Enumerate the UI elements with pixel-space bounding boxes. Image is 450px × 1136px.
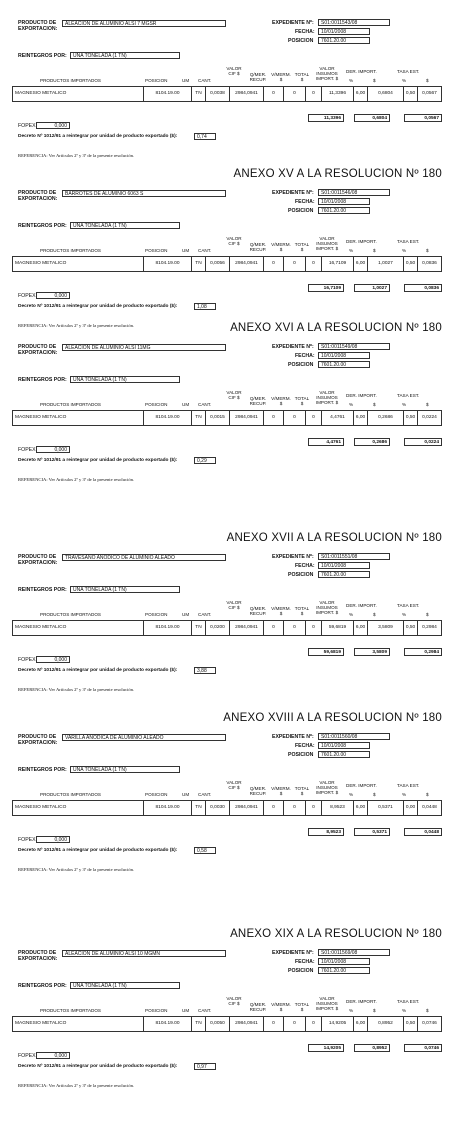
fecha-field: 10/01/2008 [318, 742, 370, 749]
header-valor-insumos: VALOR INSUMOS IMPORT. $ [315, 600, 339, 616]
fopex-label: FOPEX: [18, 293, 38, 299]
referencia-text: REFERENCIA: Ver Artículos 2º y 3º de la presente resolución. [18, 867, 135, 872]
header-posicion: POSICION [145, 402, 168, 407]
fopex-label: FOPEX: [18, 447, 38, 453]
total-der-import: 0,8952 [354, 1044, 390, 1052]
cell-cant: 0,0015 [205, 411, 229, 425]
cell-total: 0 [305, 621, 321, 635]
producto-label: PRODUCTO DE EXPORTACION: [18, 554, 58, 566]
total-insumos: 14,9205 [308, 1044, 344, 1052]
cell-valor-insumos: 8,9523 [321, 801, 353, 815]
cell-total: 0 [305, 87, 321, 101]
total-tasa-est: 0,0836 [404, 284, 442, 292]
header-posicion: POSICION [145, 1008, 168, 1013]
fecha-field: 10/01/2008 [318, 958, 370, 965]
cell-der-dollar: 0,5371 [367, 801, 403, 815]
producto-label: PRODUCTO DE EXPORTACION: [18, 734, 58, 746]
decreto-field: 1,08 [194, 303, 216, 310]
total-der-import: 0,6804 [354, 114, 390, 122]
cell-valor-insumos: 4,4761 [321, 411, 353, 425]
header-total: TOTAL $ [294, 1002, 310, 1013]
decreto-field: 0,74 [194, 133, 216, 140]
posicion-label: POSICION [288, 752, 314, 758]
header-productos: PRODUCTOS IMPORTADOS [40, 612, 102, 617]
decreto-field: 0,58 [194, 847, 216, 854]
header-um: UM [182, 78, 190, 83]
expediente-label: EXPEDIENTE Nº: [272, 20, 314, 26]
total-der-import: 3,5809 [354, 648, 390, 656]
header-valor-cif: VALOR CIF $ [226, 600, 242, 611]
header-der-pct: % [349, 1008, 354, 1013]
header-um: UM [182, 248, 190, 253]
posicion-field: 7601.20.00 [318, 751, 370, 758]
header-tasa-dollar: $ [426, 78, 429, 83]
cell-valor-insumos: 59,6819 [321, 621, 353, 635]
expediente-field: S01:0011549/08 [318, 343, 390, 350]
cell-posicion: 8104.19.00 [143, 1017, 191, 1031]
expediente-field: S01:0011560/08 [318, 733, 390, 740]
total-tasa-est: 0,0448 [404, 828, 442, 836]
cell-vmerm: 0 [283, 411, 305, 425]
cell-um: TN [191, 257, 205, 271]
header-der-dollar: $ [373, 248, 376, 253]
cell-total: 0 [305, 411, 321, 425]
header-cant: CANT. [198, 792, 212, 797]
cell-total: 0 [305, 1017, 321, 1031]
fopex-label: FOPEX: [18, 1053, 38, 1059]
cell-um: TN [191, 87, 205, 101]
total-insumos: 59,6819 [308, 648, 344, 656]
cell-der-pct: 6,00 [353, 87, 367, 101]
posicion-label: POSICION [288, 208, 314, 214]
decreto-label: Decreto Nº 1012/91 a reintegrar por unidad de producto exportado ($): [18, 848, 178, 853]
header-qmer: Q/MER. RECUP. [249, 786, 267, 797]
header-valor-insumos: VALOR INSUMOS IMPORT. $ [315, 390, 339, 406]
reintegros-label: REINTEGROS POR: [18, 377, 67, 383]
header-cant: CANT. [198, 248, 212, 253]
header-valor-cif: VALOR CIF $ [226, 996, 242, 1007]
reintegros-field: UNA TONELADA (1 TN) [70, 766, 180, 773]
cell-um: TN [191, 801, 205, 815]
table-row [12, 800, 442, 816]
header-tasa-dollar: $ [426, 792, 429, 797]
cell-cant: 0,0038 [205, 87, 229, 101]
expediente-field: S01:0011543/08 [318, 19, 390, 26]
cell-der-dollar: 0,2686 [367, 411, 403, 425]
cell-der-pct: 6,00 [353, 621, 367, 635]
cell-valor-insumos: 11,3396 [321, 87, 353, 101]
producto-field: ALEACION DE ALUMINIO ALSI 10 MGMN [62, 950, 226, 957]
total-tasa-est: 0,2984 [404, 648, 442, 656]
annex-title: ANEXO XIX A LA RESOLUCION Nº 180 [230, 928, 442, 940]
reintegros-field: UNA TONELADA (1 TN) [70, 982, 180, 989]
fecha-field: 10/01/2008 [318, 352, 370, 359]
table-row [12, 620, 442, 636]
header-tasa-dollar: $ [426, 402, 429, 407]
cell-producto: MAGNESIO METALICO [15, 261, 67, 266]
header-valor-insumos: VALOR INSUMOS IMPORT. $ [315, 996, 339, 1012]
cell-valor-cif: 2984,0941 [229, 801, 263, 815]
cell-tasa-pct: 0,50 [403, 257, 417, 271]
reintegros-field: UNA TONELADA (1 TN) [70, 52, 180, 59]
decreto-label: Decreto Nº 1012/91 a reintegrar por unidad de producto exportado ($): [18, 1064, 178, 1069]
cell-tasa-dollar: 0,0746 [417, 1017, 441, 1031]
header-der-import: DER. IMPORT. [346, 393, 377, 398]
cell-producto: MAGNESIO METALICO [15, 91, 67, 96]
cell-der-pct: 6,00 [353, 411, 367, 425]
header-der-import: DER. IMPORT. [346, 999, 377, 1004]
header-der-pct: % [349, 78, 354, 83]
header-total: TOTAL $ [294, 606, 310, 617]
fopex-label: FOPEX: [18, 657, 38, 663]
header-qmer: Q/MER. RECUP. [249, 606, 267, 617]
posicion-label: POSICION [288, 38, 314, 44]
cell-posicion: 8104.19.00 [143, 801, 191, 815]
cell-vmerm: 0 [283, 1017, 305, 1031]
cell-der-pct: 6,00 [353, 801, 367, 815]
cell-tasa-dollar: 0,0448 [417, 801, 441, 815]
referencia-text: REFERENCIA: Ver Artículos 2º y 3º de la presente resolución. [18, 323, 135, 328]
header-cant: CANT. [198, 78, 212, 83]
fopex-label: FOPEX: [18, 837, 38, 843]
header-valor-insumos: VALOR INSUMOS IMPORT. $ [315, 66, 339, 82]
cell-posicion: 8104.19.00 [143, 257, 191, 271]
cell-tasa-pct: 0,00 [403, 801, 417, 815]
cell-producto: MAGNESIO METALICO [15, 625, 67, 630]
producto-label: PRODUCTO DE EXPORTACION: [18, 190, 58, 202]
header-tasa-dollar: $ [426, 612, 429, 617]
header-tasa-est: TASA EST. [397, 69, 420, 74]
cell-posicion: 8104.19.00 [143, 621, 191, 635]
cell-cant: 0,0056 [205, 257, 229, 271]
cell-cant: 0,0050 [205, 1017, 229, 1031]
header-tasa-est: TASA EST. [397, 239, 420, 244]
header-tasa-pct: % [402, 1008, 407, 1013]
decreto-field: 0,97 [194, 1063, 216, 1070]
cell-valor-insumos: 14,9205 [321, 1017, 353, 1031]
fopex-field: 0,000 [36, 1052, 70, 1059]
header-valor-cif: VALOR CIF $ [226, 236, 242, 247]
cell-valor-cif: 2984,0941 [229, 1017, 263, 1031]
referencia-text: REFERENCIA: Ver Artículos 2º y 3º de la presente resolución. [18, 687, 135, 692]
reintegros-label: REINTEGROS POR: [18, 53, 67, 59]
header-productos: PRODUCTOS IMPORTADOS [40, 1008, 102, 1013]
referencia-text: REFERENCIA: Ver Artículos 2º y 3º de la presente resolución. [18, 477, 135, 482]
cell-vmerm: 0 [283, 87, 305, 101]
fopex-field: 0,000 [36, 292, 70, 299]
header-valor-cif: VALOR CIF $ [226, 780, 242, 791]
fopex-field: 0,000 [36, 122, 70, 129]
header-tasa-est: TASA EST. [397, 603, 420, 608]
header-um: UM [182, 1008, 190, 1013]
header-vmerm: V/MERM. $ [271, 786, 291, 797]
header-productos: PRODUCTOS IMPORTADOS [40, 792, 102, 797]
fecha-field: 10/01/2008 [318, 28, 370, 35]
header-valor-insumos: VALOR INSUMOS IMPORT. $ [315, 780, 339, 796]
cell-vmerm: 0 [283, 257, 305, 271]
header-der-import: DER. IMPORT. [346, 239, 377, 244]
reintegros-field: UNA TONELADA (1 TN) [70, 586, 180, 593]
cell-der-dollar: 3,5809 [367, 621, 403, 635]
header-der-import: DER. IMPORT. [346, 69, 377, 74]
referencia-text: REFERENCIA: Ver Artículos 2º y 3º de la presente resolución. [18, 1083, 135, 1088]
total-der-import: 0,2686 [354, 438, 390, 446]
total-insumos: 11,3396 [308, 114, 344, 122]
total-insumos: 16,7109 [308, 284, 344, 292]
posicion-field: 7601.20.00 [318, 967, 370, 974]
header-der-import: DER. IMPORT. [346, 603, 377, 608]
fopex-field: 0,000 [36, 446, 70, 453]
table-row [12, 1016, 442, 1032]
header-qmer: Q/MER. RECUP. [249, 396, 267, 407]
header-cant: CANT. [198, 612, 212, 617]
cell-tasa-dollar: 0,0836 [417, 257, 441, 271]
header-tasa-est: TASA EST. [397, 999, 420, 1004]
header-cant: CANT. [198, 1008, 212, 1013]
header-vmerm: V/MERM. $ [271, 1002, 291, 1013]
producto-label: PRODUCTO DE EXPORTACION: [18, 344, 58, 356]
decreto-label: Decreto Nº 1012/91 a reintegrar por unidad de producto exportado ($): [18, 134, 178, 139]
cell-der-dollar: 0,6804 [367, 87, 403, 101]
header-tasa-pct: % [402, 612, 407, 617]
cell-tasa-pct: 0,50 [403, 87, 417, 101]
cell-tasa-dollar: 0,0567 [417, 87, 441, 101]
cell-qmer: 0 [263, 1017, 283, 1031]
header-um: UM [182, 612, 190, 617]
cell-producto: MAGNESIO METALICO [15, 805, 67, 810]
total-der-import: 1,0027 [354, 284, 390, 292]
header-tasa-pct: % [402, 402, 407, 407]
header-tasa-est: TASA EST. [397, 393, 420, 398]
decreto-label: Decreto Nº 1012/91 a reintegrar por unidad de producto exportado ($): [18, 668, 178, 673]
annex-title: ANEXO XVI A LA RESOLUCION Nº 180 [230, 322, 442, 334]
expediente-label: EXPEDIENTE Nº: [272, 554, 314, 560]
expediente-label: EXPEDIENTE Nº: [272, 344, 314, 350]
total-insumos: 8,9523 [308, 828, 344, 836]
header-total: TOTAL $ [294, 786, 310, 797]
cell-qmer: 0 [263, 621, 283, 635]
annex-title: ANEXO XVIII A LA RESOLUCION Nº 180 [223, 712, 442, 724]
cell-posicion: 8104.19.00 [143, 411, 191, 425]
fecha-label: FECHA: [295, 743, 315, 749]
posicion-field: 7601.20.00 [318, 571, 370, 578]
header-tasa-pct: % [402, 248, 407, 253]
fecha-field: 10/01/2008 [318, 198, 370, 205]
referencia-text: REFERENCIA: Ver Artículos 2º y 3º de la presente resolución. [18, 153, 135, 158]
header-tasa-dollar: $ [426, 1008, 429, 1013]
header-der-dollar: $ [373, 78, 376, 83]
posicion-field: 7601.20.00 [318, 361, 370, 368]
expediente-field: S01:0011546/08 [318, 189, 390, 196]
cell-valor-cif: 2984,0941 [229, 257, 263, 271]
expediente-label: EXPEDIENTE Nº: [272, 190, 314, 196]
annex-title: ANEXO XV A LA RESOLUCION Nº 180 [233, 168, 442, 180]
cell-um: TN [191, 1017, 205, 1031]
header-cant: CANT. [198, 402, 212, 407]
posicion-label: POSICION [288, 362, 314, 368]
reintegros-label: REINTEGROS POR: [18, 223, 67, 229]
cell-valor-cif: 2984,0941 [229, 621, 263, 635]
reintegros-field: UNA TONELADA (1 TN) [70, 222, 180, 229]
header-total: TOTAL $ [294, 242, 310, 253]
fecha-field: 10/01/2008 [318, 562, 370, 569]
cell-qmer: 0 [263, 801, 283, 815]
fopex-field: 0,000 [36, 656, 70, 663]
header-tasa-est: TASA EST. [397, 783, 420, 788]
header-der-dollar: $ [373, 792, 376, 797]
table-row [12, 86, 442, 102]
fecha-label: FECHA: [295, 199, 315, 205]
reintegros-label: REINTEGROS POR: [18, 587, 67, 593]
fecha-label: FECHA: [295, 29, 315, 35]
producto-field: VARILLA ANODICA DE ALUMINIO ALEADO [62, 734, 226, 741]
header-um: UM [182, 402, 190, 407]
header-der-dollar: $ [373, 402, 376, 407]
cell-der-dollar: 1,0027 [367, 257, 403, 271]
cell-der-pct: 6,00 [353, 1017, 367, 1031]
producto-field: TRAVESAÑO ANODICO DE ALUMINIO ALEADO [62, 554, 226, 561]
header-tasa-dollar: $ [426, 248, 429, 253]
decreto-field: 0,29 [194, 457, 216, 464]
header-der-dollar: $ [373, 612, 376, 617]
decreto-label: Decreto Nº 1012/91 a reintegrar por unidad de producto exportado ($): [18, 458, 178, 463]
header-der-pct: % [349, 248, 354, 253]
cell-total: 0 [305, 257, 321, 271]
decreto-field: 3,88 [194, 667, 216, 674]
header-vmerm: V/MERM. $ [271, 72, 291, 83]
header-der-dollar: $ [373, 1008, 376, 1013]
header-posicion: POSICION [145, 792, 168, 797]
total-der-import: 0,5371 [354, 828, 390, 836]
header-posicion: POSICION [145, 78, 168, 83]
expediente-label: EXPEDIENTE Nº: [272, 950, 314, 956]
header-tasa-pct: % [402, 792, 407, 797]
decreto-label: Decreto Nº 1012/91 a reintegrar por unidad de producto exportado ($): [18, 304, 178, 309]
total-insumos: 4,4761 [308, 438, 344, 446]
reintegros-label: REINTEGROS POR: [18, 767, 67, 773]
producto-field: BARROTES DE ALUMINIO 6063 S [62, 190, 226, 197]
header-productos: PRODUCTOS IMPORTADOS [40, 248, 102, 253]
header-valor-cif: VALOR CIF $ [226, 66, 242, 77]
cell-tasa-dollar: 0,2984 [417, 621, 441, 635]
fopex-field: 0,000 [36, 836, 70, 843]
reintegros-field: UNA TONELADA (1 TN) [70, 376, 180, 383]
cell-vmerm: 0 [283, 621, 305, 635]
cell-qmer: 0 [263, 87, 283, 101]
table-row [12, 256, 442, 272]
cell-der-dollar: 0,8952 [367, 1017, 403, 1031]
cell-der-pct: 6,00 [353, 257, 367, 271]
header-der-pct: % [349, 792, 354, 797]
cell-tasa-pct: 0,50 [403, 411, 417, 425]
expediente-field: S01:0011551/08 [318, 553, 390, 560]
total-tasa-est: 0,0746 [404, 1044, 442, 1052]
header-der-import: DER. IMPORT. [346, 783, 377, 788]
cell-posicion: 8104.19.00 [143, 87, 191, 101]
fopex-label: FOPEX: [18, 123, 38, 129]
cell-um: TN [191, 411, 205, 425]
fecha-label: FECHA: [295, 563, 315, 569]
posicion-field: 7601.20.00 [318, 207, 370, 214]
cell-valor-insumos: 16,7109 [321, 257, 353, 271]
header-productos: PRODUCTOS IMPORTADOS [40, 78, 102, 83]
posicion-label: POSICION [288, 572, 314, 578]
table-row [12, 410, 442, 426]
expediente-label: EXPEDIENTE Nº: [272, 734, 314, 740]
header-vmerm: V/MERM. $ [271, 396, 291, 407]
cell-qmer: 0 [263, 411, 283, 425]
header-posicion: POSICION [145, 612, 168, 617]
cell-valor-cif: 2984,0941 [229, 87, 263, 101]
cell-cant: 0,0200 [205, 621, 229, 635]
header-der-pct: % [349, 402, 354, 407]
cell-total: 0 [305, 801, 321, 815]
producto-label: PRODUCTO DE EXPORTACION: [18, 20, 58, 32]
header-posicion: POSICION [145, 248, 168, 253]
header-vmerm: V/MERM. $ [271, 606, 291, 617]
producto-field: ALEACION DE ALUMINIO ALSI 7 MGSR [62, 20, 226, 27]
producto-label: PRODUCTO DE EXPORTACION: [18, 950, 58, 962]
header-tasa-pct: % [402, 78, 407, 83]
header-total: TOTAL $ [294, 72, 310, 83]
posicion-field: 7601.20.00 [318, 37, 370, 44]
header-valor-cif: VALOR CIF $ [226, 390, 242, 401]
header-valor-insumos: VALOR INSUMOS IMPORT. $ [315, 236, 339, 252]
reintegros-label: REINTEGROS POR: [18, 983, 67, 989]
header-qmer: Q/MER. RECUP. [249, 242, 267, 253]
cell-producto: MAGNESIO METALICO [15, 1021, 67, 1026]
posicion-label: POSICION [288, 968, 314, 974]
expediente-field: S01:0011569/08 [318, 949, 390, 956]
header-vmerm: V/MERM. $ [271, 242, 291, 253]
cell-tasa-pct: 0,50 [403, 1017, 417, 1031]
header-total: TOTAL $ [294, 396, 310, 407]
header-der-pct: % [349, 612, 354, 617]
cell-producto: MAGNESIO METALICO [15, 415, 67, 420]
header-um: UM [182, 792, 190, 797]
header-productos: PRODUCTOS IMPORTADOS [40, 402, 102, 407]
cell-um: TN [191, 621, 205, 635]
annex-title: ANEXO XVII A LA RESOLUCION Nº 180 [226, 532, 442, 544]
producto-field: ALEACIÓN DE ALUMINIO ALSI 11MG [62, 344, 226, 351]
cell-tasa-pct: 0,50 [403, 621, 417, 635]
cell-qmer: 0 [263, 257, 283, 271]
fecha-label: FECHA: [295, 959, 315, 965]
total-tasa-est: 0,0224 [404, 438, 442, 446]
fecha-label: FECHA: [295, 353, 315, 359]
cell-vmerm: 0 [283, 801, 305, 815]
cell-tasa-dollar: 0,0224 [417, 411, 441, 425]
total-tasa-est: 0,0567 [404, 114, 442, 122]
cell-cant: 0,0030 [205, 801, 229, 815]
header-qmer: Q/MER. RECUP. [249, 1002, 267, 1013]
cell-valor-cif: 2984,0941 [229, 411, 263, 425]
header-qmer: Q/MER. RECUP. [249, 72, 267, 83]
